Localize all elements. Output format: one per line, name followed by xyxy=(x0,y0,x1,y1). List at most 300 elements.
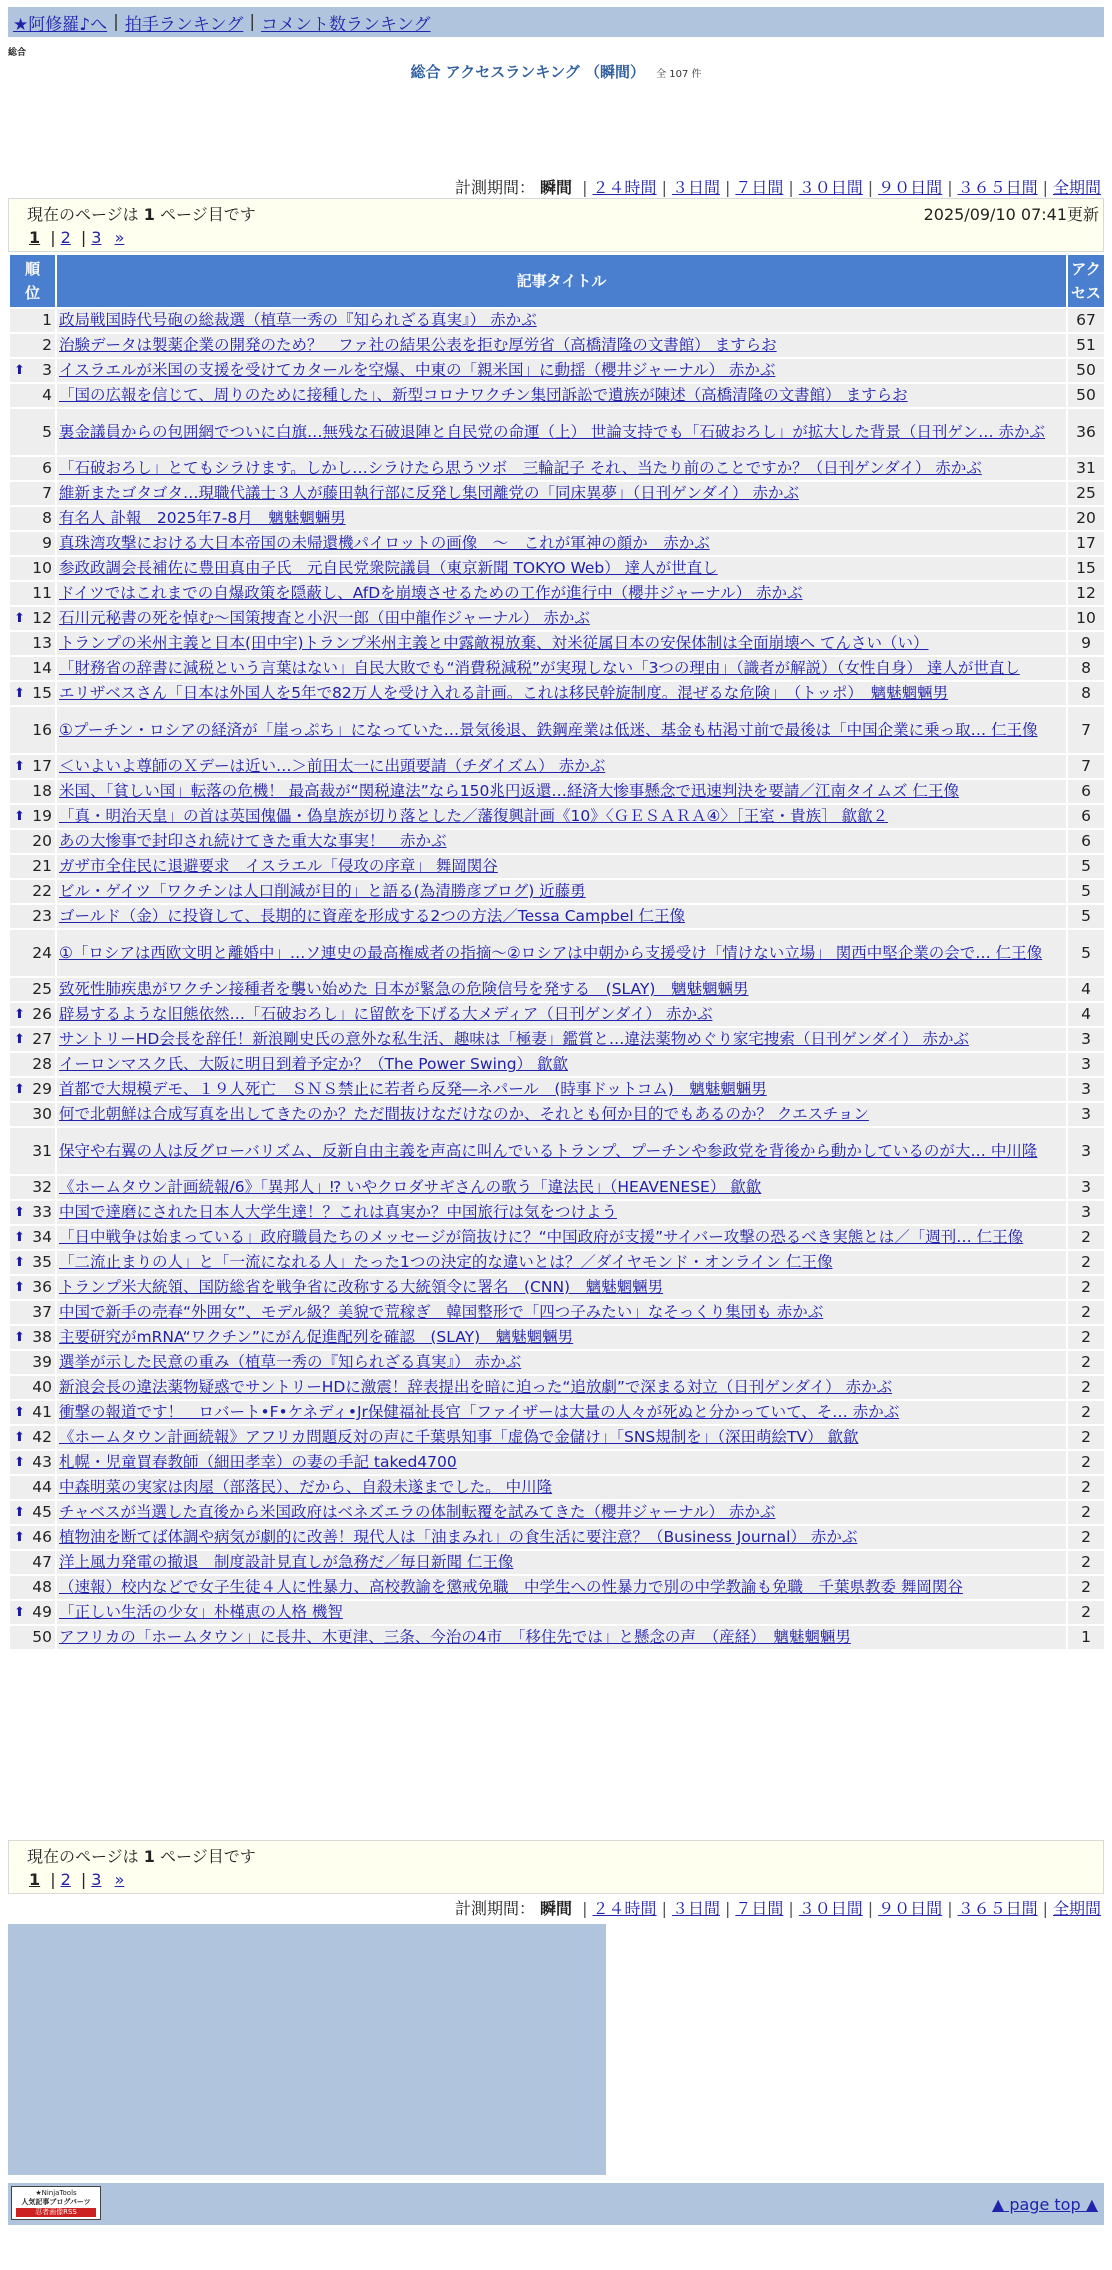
updated-timestamp: 2025/09/10 07:41更新 xyxy=(923,205,1099,224)
article-link[interactable]: サントリーHD会長を辞任！新浪剛史氏の意外な私生活、趣味は「極妻」鑑賞と…違法薬物めぐり家宅捜索（日刊ゲンダイ） 赤かぶ xyxy=(59,1030,970,1048)
page-info: 現在のページは 1 ページ目です xyxy=(27,205,256,224)
top-navigation xyxy=(8,7,1104,37)
rank-number: 17 xyxy=(32,757,52,775)
title-cell xyxy=(57,1526,1066,1549)
rank-number: 49 xyxy=(32,1603,52,1621)
rank-cell xyxy=(10,657,55,680)
article-link[interactable]: 「国の広報を信じて、周りのために接種した」、新型コロナワクチン集団訴訟で遺族が陳述（高橋清隆の文書館） ますらお xyxy=(59,386,908,404)
rank-cell xyxy=(10,1426,55,1449)
access-count: 2 xyxy=(1068,1501,1104,1524)
title-cell xyxy=(57,507,1066,530)
access-count: 2 xyxy=(1068,1301,1104,1324)
page-link-3[interactable]: 3 xyxy=(91,1870,102,1889)
rank-number: 45 xyxy=(32,1503,52,1521)
rank-cell xyxy=(10,1226,55,1249)
nav-link-comment-ranking[interactable]: コメント数ランキング xyxy=(261,14,431,35)
title-cell xyxy=(57,409,1066,455)
up-arrow-icon: ⬆ xyxy=(14,1330,25,1345)
rank-cell xyxy=(10,1401,55,1424)
up-arrow-icon: ⬆ xyxy=(14,363,25,378)
table-row xyxy=(10,632,1104,655)
paging-box-bottom xyxy=(8,1840,1104,1894)
ninja-tools-logo[interactable]: ★NinjaTools 人気記事ブログパーツ 忍者画像RSS xyxy=(11,2186,101,2220)
title-cell xyxy=(57,1426,1066,1449)
rank-cell xyxy=(10,507,55,530)
article-link[interactable]: 米国、「貧しい国」転落の危機！ 最高裁が“関税違法”なら150兆円返還…経済大惨事懸念で迅速判決を要請／江南タイムズ 仁王像 xyxy=(59,782,959,800)
up-arrow-icon: ⬆ xyxy=(14,1082,25,1097)
article-link[interactable]: 有名人 訃報 2025年7-8月 魑魅魍魎男 xyxy=(59,509,346,527)
title-cell xyxy=(57,1576,1066,1599)
rank-cell xyxy=(10,1201,55,1224)
article-link[interactable]: 辟易するような旧態依然…「石破おろし」に留飲を下げる大メディア（日刊ゲンダイ） 赤かぶ xyxy=(59,1005,713,1023)
rank-cell xyxy=(10,905,55,928)
article-link[interactable]: ビル・ゲイツ「ワクチンは人口削減が目的」と語る(為清勝彦ブログ) 近藤勇 xyxy=(59,882,586,900)
title-cell xyxy=(57,457,1066,480)
title-cell xyxy=(57,309,1066,332)
article-link[interactable]: トランプ米大統領、国防総省を戦争省に改称する大統領令に署名 (CNN) 魑魅魍魎男 xyxy=(59,1278,664,1296)
access-count: 2 xyxy=(1068,1326,1104,1349)
access-count: 5 xyxy=(1068,930,1104,976)
access-count: 25 xyxy=(1068,482,1104,505)
access-count: 7 xyxy=(1068,755,1104,778)
title-cell xyxy=(57,1128,1066,1174)
table-row xyxy=(10,657,1104,680)
rank-cell xyxy=(10,978,55,1001)
article-link[interactable]: 致死性肺疾患がワクチン接種者を襲い始めた 日本が緊急の危険信号を発する (SLAY) 魑魅魍魎男 xyxy=(59,980,749,998)
up-arrow-icon: ⬆ xyxy=(14,686,25,701)
up-arrow-icon: ⬆ xyxy=(14,1280,25,1295)
article-link[interactable]: トランプの米州主義と日本(田中宇)トランプ米州主義と中露敵視放棄、対米従属日本の安保体制は全面崩壊へ てんさい（い） xyxy=(59,634,929,652)
next-page-link[interactable]: » xyxy=(114,228,125,247)
access-count: 17 xyxy=(1068,532,1104,555)
rank-cell xyxy=(10,780,55,803)
header-title: 記事タイトル xyxy=(57,255,1066,307)
access-count: 2 xyxy=(1068,1526,1104,1549)
article-link[interactable]: 首都で大規模デモ、１９人死亡 ＳＮＳ禁止に若者ら反発―ネパール (時事ドットコム) 魑魅魍魎男 xyxy=(59,1080,767,1098)
table-row xyxy=(10,780,1104,803)
up-arrow-icon: ⬆ xyxy=(14,1605,25,1620)
title-cell xyxy=(57,1501,1066,1524)
rank-number: 7 xyxy=(42,484,52,502)
access-count: 7 xyxy=(1068,707,1104,753)
up-arrow-icon: ⬆ xyxy=(14,1230,25,1245)
rank-cell xyxy=(10,1251,55,1274)
access-count: 3 xyxy=(1068,1053,1104,1076)
title-cell xyxy=(57,830,1066,853)
title-cell xyxy=(57,1201,1066,1224)
up-arrow-icon: ⬆ xyxy=(14,1032,25,1047)
rank-number: 40 xyxy=(32,1378,52,1396)
rank-number: 9 xyxy=(42,534,52,552)
title-cell xyxy=(57,755,1066,778)
title-cell xyxy=(57,657,1066,680)
title-cell xyxy=(57,1078,1066,1101)
table-row xyxy=(10,1078,1104,1101)
title-cell xyxy=(57,1351,1066,1374)
article-link[interactable]: 新浪会長の違法薬物疑惑でサントリーHDに激震！辞表提出を暗に迫った“追放劇”で深まる対立（日刊ゲンダイ） 赤かぶ xyxy=(59,1378,893,1396)
rank-cell xyxy=(10,632,55,655)
rank-number: 4 xyxy=(42,386,52,404)
period-label: 計測期間： xyxy=(454,1899,535,1918)
pagination: 1 | 2 | 3 » xyxy=(29,228,125,247)
title-cell xyxy=(57,1028,1066,1051)
title-cell xyxy=(57,1053,1066,1076)
rank-number: 33 xyxy=(32,1203,52,1221)
period-link-3[interactable]: ７日間 xyxy=(735,1899,784,1918)
table-row xyxy=(10,1128,1104,1174)
article-link[interactable]: 衝撃の報道です！ ロバート•F•ケネディ•Jr保健福祉長官「ファイザーは大量の人々が死ぬと分かっていて、そ… 赤かぶ xyxy=(59,1403,900,1421)
rank-number: 43 xyxy=(32,1453,52,1471)
rank-cell xyxy=(10,1451,55,1474)
title-cell xyxy=(57,1401,1066,1424)
table-row xyxy=(10,557,1104,580)
article-link[interactable]: イーロンマスク氏、大阪に明日到着予定か？（The Power Swing） 歙歙 xyxy=(59,1055,568,1073)
rank-cell xyxy=(10,384,55,407)
article-link[interactable]: 治験データは製薬企業の開発のため？ ファ社の結果公表を拒む厚労省（高橋清隆の文書館） ますらお xyxy=(59,336,777,354)
table-row xyxy=(10,978,1104,1001)
access-count: 4 xyxy=(1068,1003,1104,1026)
period-separator: | xyxy=(867,1899,874,1918)
ranking-rows xyxy=(10,309,1104,1649)
article-link[interactable]: 洋上風力発電の撤退 制度設計見直しが急務だ／毎日新聞 仁王像 xyxy=(59,1553,514,1571)
period-separator: | xyxy=(1042,178,1048,197)
table-row xyxy=(10,1501,1104,1524)
page-info: 現在のページは 1 ページ目です xyxy=(27,1847,256,1866)
table-row xyxy=(10,532,1104,555)
access-count: 31 xyxy=(1068,457,1104,480)
table-row xyxy=(10,1451,1104,1474)
nav-separator: | xyxy=(113,12,119,32)
rank-number: 26 xyxy=(32,1005,52,1023)
period-link-6[interactable]: ３６５日間 xyxy=(957,1899,1038,1918)
title-cell xyxy=(57,855,1066,878)
title-cell xyxy=(57,1451,1066,1474)
access-count: 2 xyxy=(1068,1226,1104,1249)
period-separator: | xyxy=(661,178,667,197)
rank-number: 31 xyxy=(32,1141,52,1160)
up-arrow-icon: ⬆ xyxy=(14,611,25,626)
page-link-3[interactable]: 3 xyxy=(91,228,102,247)
access-count: 2 xyxy=(1068,1251,1104,1274)
rank-cell xyxy=(10,1103,55,1126)
title-cell xyxy=(57,1226,1066,1249)
period-link-1[interactable]: ２４時間 xyxy=(592,1899,657,1918)
page-link-2[interactable]: 2 xyxy=(60,1870,71,1889)
up-arrow-icon: ⬆ xyxy=(14,1255,25,1270)
rank-number: 28 xyxy=(32,1055,52,1073)
table-row xyxy=(10,482,1104,505)
page-top-link[interactable]: ▲ page top ▲ xyxy=(991,2195,1098,2214)
access-count: 3 xyxy=(1068,1128,1104,1174)
access-count: 2 xyxy=(1068,1351,1104,1374)
article-link[interactable]: 石川元秘書の死を悼む～国策捜査と小沢一郎（田中龍作ジャーナル） 赤かぶ xyxy=(59,609,590,627)
up-arrow-icon: ⬆ xyxy=(14,759,25,774)
access-count: 5 xyxy=(1068,855,1104,878)
page-link-2[interactable]: 2 xyxy=(60,228,71,247)
title-cell xyxy=(57,707,1066,753)
rank-cell xyxy=(10,1551,55,1574)
rank-number: 13 xyxy=(32,634,52,652)
rank-cell xyxy=(10,482,55,505)
rank-cell xyxy=(10,930,55,976)
rank-number: 23 xyxy=(32,907,52,925)
article-link[interactable]: 札幌・児童買春教師（細田孝幸）の妻の手記 taked4700 xyxy=(59,1453,457,1471)
rank-cell xyxy=(10,1526,55,1549)
table-row xyxy=(10,1276,1104,1299)
article-link[interactable]: 植物油を断てば体調や病気が劇的に改善！現代人は「油まみれ」の食生活に要注意？（Business Journal） 赤かぶ xyxy=(59,1528,858,1546)
rank-cell xyxy=(10,1176,55,1199)
access-count: 3 xyxy=(1068,1078,1104,1101)
access-count: 2 xyxy=(1068,1276,1104,1299)
article-link[interactable]: 維新またゴタゴタ…現職代議士３人が藤田執行部に反発し集団離党の「同床異夢」（日刊ゲンダイ） 赤かぶ xyxy=(59,484,799,502)
rank-cell xyxy=(10,309,55,332)
rank-cell xyxy=(10,582,55,605)
title-cell xyxy=(57,482,1066,505)
period-link-4[interactable]: ３０日間 xyxy=(798,1899,863,1918)
rank-cell xyxy=(10,1626,55,1649)
access-count: 2 xyxy=(1068,1451,1104,1474)
article-link[interactable]: 《ホームタウン計画続報/6》「異邦人」⁉ いやクロダサギさんの歌う「違法民」（HEAVENESE） 歙歙 xyxy=(59,1178,762,1196)
article-link[interactable]: 「二流止まりの人」と「一流になれる人」たった1つの決定的な違いとは？／ダイヤモンド・オンライン 仁王像 xyxy=(59,1253,833,1271)
period-link-5[interactable]: ９０日間 xyxy=(878,1899,943,1918)
access-count: 2 xyxy=(1068,1476,1104,1499)
title-cell xyxy=(57,384,1066,407)
rank-number: 24 xyxy=(32,943,52,962)
period-link-1[interactable]: ２４時間 xyxy=(592,178,657,197)
access-count: 3 xyxy=(1068,1176,1104,1199)
article-link[interactable]: ①プーチン・ロシアの経済が「崖っぷち」になっていた…景気後退、鉄鋼産業は低迷、基金も枯渇寸前で最後は「中国企業に乗っ取… 仁王像 xyxy=(59,720,1038,739)
article-link[interactable]: 「真・明治天皇」の首は英国傀儡・偽皇族が切り落とした／藩復興計画《10》〈ＧＥＳＡＲＡ④〉［王室・貴族］ 歙歙２ xyxy=(59,807,889,825)
table-row xyxy=(10,1176,1104,1199)
table-row xyxy=(10,905,1104,928)
period-link-2[interactable]: ３日間 xyxy=(671,1899,720,1918)
ranking-title: 総合 アクセスランキング （瞬間） xyxy=(410,63,645,81)
period-link-6[interactable]: ３６５日間 xyxy=(957,178,1038,197)
title-cell xyxy=(57,1251,1066,1274)
access-count: 1 xyxy=(1068,1626,1104,1649)
article-link[interactable]: ①「ロシアは西欧文明と離婚中」…ソ連史の最高権威者の指摘～②ロシアは中朝から支援受け「情けない立場」 関西中堅企業の会で… 仁王像 xyxy=(59,943,1043,962)
title-cell xyxy=(57,905,1066,928)
item-count: 全 107 件 xyxy=(656,69,702,80)
access-count: 12 xyxy=(1068,582,1104,605)
period-separator: | xyxy=(582,178,588,197)
up-arrow-icon: ⬆ xyxy=(14,1007,25,1022)
nav-separator: | xyxy=(249,12,256,32)
period-separator: | xyxy=(788,178,794,197)
article-link[interactable]: ＜いよいよ尊師のＸデーは近い…＞前田太一に出頭要請（チダイズム） 赤かぶ xyxy=(59,757,606,775)
title-cell xyxy=(57,1103,1066,1126)
access-count: 8 xyxy=(1068,682,1104,705)
title-cell xyxy=(57,359,1066,382)
period-separator: | xyxy=(867,178,874,197)
nav-link-asyura[interactable]: ★阿修羅♪へ xyxy=(13,14,108,35)
rank-cell xyxy=(10,1376,55,1399)
nav-link-applause-ranking[interactable]: 拍手ランキング xyxy=(124,14,244,35)
rank-number: 11 xyxy=(32,584,52,602)
access-count: 5 xyxy=(1068,880,1104,903)
period-label: 計測期間： xyxy=(454,178,535,197)
article-link[interactable]: 選挙が示した民意の重み（植草一秀の『知られざる真実』） 赤かぶ xyxy=(59,1353,522,1371)
table-row xyxy=(10,309,1104,332)
table-row xyxy=(10,830,1104,853)
title-cell xyxy=(57,780,1066,803)
table-row xyxy=(10,1526,1104,1549)
rank-number: 30 xyxy=(32,1105,52,1123)
article-link[interactable]: 中国で達磨にされた日本人大学生達！？これは真実か？中国旅行は気をつけよう xyxy=(59,1203,618,1221)
period-separator: | xyxy=(661,1899,667,1918)
rank-cell xyxy=(10,1326,55,1349)
access-count: 2 xyxy=(1068,1426,1104,1449)
access-count: 51 xyxy=(1068,334,1104,357)
rank-number: 3 xyxy=(42,361,52,379)
header-access: アク セス xyxy=(1068,255,1104,307)
access-count: 10 xyxy=(1068,607,1104,630)
period-separator: | xyxy=(947,1899,953,1918)
table-row xyxy=(10,582,1104,605)
rank-number: 46 xyxy=(32,1528,52,1546)
access-count: 6 xyxy=(1068,830,1104,853)
article-link[interactable]: チャベスが当選した直後から米国政府はベネズエラの体制転覆を試みてきた（櫻井ジャーナル） 赤かぶ xyxy=(59,1503,776,1521)
title-cell xyxy=(57,632,1066,655)
title-cell xyxy=(57,1003,1066,1026)
rank-cell xyxy=(10,880,55,903)
rank-cell xyxy=(10,1501,55,1524)
title-cell xyxy=(57,334,1066,357)
article-link[interactable]: 中国で新手の売春“外囲女”、モデル級？美貌で荒稼ぎ 韓国整形で「四つ子みたい」なそっくり集団も 赤かぶ xyxy=(59,1303,824,1321)
table-row xyxy=(10,1626,1104,1649)
article-link[interactable]: （速報）校内などで女子生徒４人に性暴力、高校教諭を懲戒免職 中学生への性暴力で別の中学教諭も免職 千葉県教委 舞岡関谷 xyxy=(59,1578,963,1596)
title-cell xyxy=(57,1326,1066,1349)
table-row xyxy=(10,1351,1104,1374)
article-link[interactable]: ガザ市全住民に退避要求 イスラエル「侵攻の序章」 舞岡関谷 xyxy=(59,857,498,875)
page-title xyxy=(0,61,1112,82)
table-row xyxy=(10,1426,1104,1449)
table-row xyxy=(10,1576,1104,1599)
rank-cell xyxy=(10,457,55,480)
table-row xyxy=(10,855,1104,878)
paging-box-top xyxy=(8,198,1104,252)
article-link[interactable]: 「正しい生活の少女」朴槿恵の人格 機智 xyxy=(59,1603,343,1621)
rank-number: 5 xyxy=(42,422,52,441)
article-link[interactable]: ゴールド（金）に投資して、長期的に資産を形成する2つの方法／Tessa Campbel 仁王像 xyxy=(59,907,686,925)
title-cell xyxy=(57,1276,1066,1299)
title-cell xyxy=(57,805,1066,828)
period-link-4[interactable]: ３０日間 xyxy=(798,178,863,197)
table-row xyxy=(10,1028,1104,1051)
next-page-link[interactable]: » xyxy=(114,1870,125,1889)
period-separator: | xyxy=(947,178,953,197)
article-link[interactable]: 中森明菜の実家は肉屋（部落民）、だから、自殺未遂までした。 中川隆 xyxy=(59,1478,553,1496)
rank-cell xyxy=(10,532,55,555)
period-link-7[interactable]: 全期間 xyxy=(1052,1899,1101,1918)
table-row xyxy=(10,1476,1104,1499)
access-count: 20 xyxy=(1068,507,1104,530)
access-count: 4 xyxy=(1068,978,1104,1001)
table-row xyxy=(10,682,1104,705)
rank-cell xyxy=(10,1128,55,1174)
article-link[interactable]: 「石破おろし」とてもシラけます。しかし…シラけたら思うツボ 三輪記子 それ、当たり前のことですか？（日刊ゲンダイ） 赤かぶ xyxy=(59,459,982,477)
title-cell xyxy=(57,1601,1066,1624)
table-row xyxy=(10,805,1104,828)
article-link[interactable]: 保守や右翼の人は反グローバリズム、反新自由主義を声高に叫んでいるトランプ、プーチンや参政党を背後から動かしているのが大… 中川隆 xyxy=(59,1141,1038,1160)
access-count: 50 xyxy=(1068,359,1104,382)
access-count: 36 xyxy=(1068,409,1104,455)
table-row xyxy=(10,930,1104,976)
rank-number: 19 xyxy=(32,807,52,825)
rank-number: 2 xyxy=(42,336,52,354)
period-separator: | xyxy=(582,1899,588,1918)
rank-number: 48 xyxy=(32,1578,52,1596)
rank-cell xyxy=(10,805,55,828)
up-arrow-icon: ⬆ xyxy=(14,1505,25,1520)
rank-number: 15 xyxy=(32,684,52,702)
rank-cell xyxy=(10,359,55,382)
period-link-3[interactable]: ７日間 xyxy=(735,178,784,197)
article-link[interactable]: 主要研究がmRNA“ワクチン”にがん促進配列を確認 (SLAY) 魑魅魍魎男 xyxy=(59,1328,574,1346)
rank-number: 8 xyxy=(42,509,52,527)
rank-cell xyxy=(10,855,55,878)
rank-number: 22 xyxy=(32,882,52,900)
article-link[interactable]: イスラエルが米国の支援を受けてカタールを空爆、中東の「親米国」に動揺（櫻井ジャーナル） 赤かぶ xyxy=(59,361,776,379)
access-count: 8 xyxy=(1068,657,1104,680)
article-link[interactable]: 「財務省の辞書に減税という言葉はない」自民大敗でも“消費税減税”が実現しない「3つの理由」（識者が解説）（女性自身） 達人が世直し xyxy=(59,659,1020,677)
title-cell xyxy=(57,1551,1066,1574)
article-link[interactable]: エリザベスさん「日本は外国人を5年で82万人を受け入れる計画。これは移民幹旋制度。混ぜるな危険」 （トッポ） 魑魅魍魎男 xyxy=(59,684,949,702)
period-current: 瞬間 xyxy=(540,1899,573,1918)
article-link[interactable]: ドイツではこれまでの自爆政策を隠蔽し、AfDを崩壊させるための工作が進行中（櫻井ジャーナル） 赤かぶ xyxy=(59,584,803,602)
title-cell xyxy=(57,1176,1066,1199)
table-row xyxy=(10,1376,1104,1399)
article-link[interactable]: 参政政調会長補佐に豊田真由子氏 元自民党衆院議員（東京新聞 TOKYO Web） 達人が世直し xyxy=(59,559,718,577)
access-count: 3 xyxy=(1068,1028,1104,1051)
table-row xyxy=(10,1551,1104,1574)
article-link[interactable]: 何で北朝鮮は合成写真を出してきたのか？ただ間抜けなだけなのか、それとも何か目的でもあるのか？ クエスチョン xyxy=(59,1105,869,1123)
period-link-2[interactable]: ３日間 xyxy=(671,178,720,197)
article-link[interactable]: 真珠湾攻撃における大日本帝国の未帰還機パイロットの画像 ～ これが軍神の顔か 赤かぶ xyxy=(59,534,710,552)
period-link-5[interactable]: ９０日間 xyxy=(878,178,943,197)
rank-cell xyxy=(10,607,55,630)
rank-cell xyxy=(10,1028,55,1051)
rank-cell xyxy=(10,1351,55,1374)
article-link[interactable]: 裏金議員からの包囲網でついに白旗…無残な石破退陣と自民党の命運（上） 世論支持でも「石破おろし」が拡大した背景（日刊ゲン… 赤かぶ xyxy=(59,422,1046,441)
footer xyxy=(8,2183,1104,2225)
title-cell xyxy=(57,682,1066,705)
article-link[interactable]: 「日中戦争は始まっている」政府職員たちのメッセージが筒抜けに？“中国政府が支援”サイバー攻撃の恐るべき実態とは／「週刊… 仁王像 xyxy=(59,1228,1024,1246)
rank-number: 18 xyxy=(32,782,52,800)
article-link[interactable]: 政局戦国時代号砲の総裁選（植草一秀の『知られざる真実』） 赤かぶ xyxy=(59,311,537,329)
access-count: 6 xyxy=(1068,780,1104,803)
rank-cell xyxy=(10,1601,55,1624)
current-page: 1 xyxy=(29,228,41,247)
table-row xyxy=(10,1053,1104,1076)
period-selector-top xyxy=(455,175,1101,198)
access-count: 2 xyxy=(1068,1376,1104,1399)
article-link[interactable]: 《ホームタウン計画続報》アフリカ問題反対の声に千葉県知事「虚偽で金儲け」「SNS規制を」（深田萌絵TV） 歙歙 xyxy=(59,1428,859,1446)
header-rank: 順 位 xyxy=(10,255,55,307)
article-link[interactable]: あの大惨事で封印され続けてきた重大な事実！ 赤かぶ xyxy=(59,832,447,850)
period-link-7[interactable]: 全期間 xyxy=(1052,178,1101,197)
rank-number: 41 xyxy=(32,1403,52,1421)
rank-cell xyxy=(10,1476,55,1499)
article-link[interactable]: アフリカの「ホームタウン」に長井、木更津、三条、今治の4市 「移住先では」と懸念の声 （産経） 魑魅魍魎男 xyxy=(59,1628,851,1646)
rank-number: 6 xyxy=(42,459,52,477)
period-separator: | xyxy=(1042,1899,1048,1918)
access-count: 15 xyxy=(1068,557,1104,580)
title-cell xyxy=(57,930,1066,976)
rank-cell xyxy=(10,755,55,778)
access-count: 3 xyxy=(1068,1201,1104,1224)
rank-number: 20 xyxy=(32,832,52,850)
